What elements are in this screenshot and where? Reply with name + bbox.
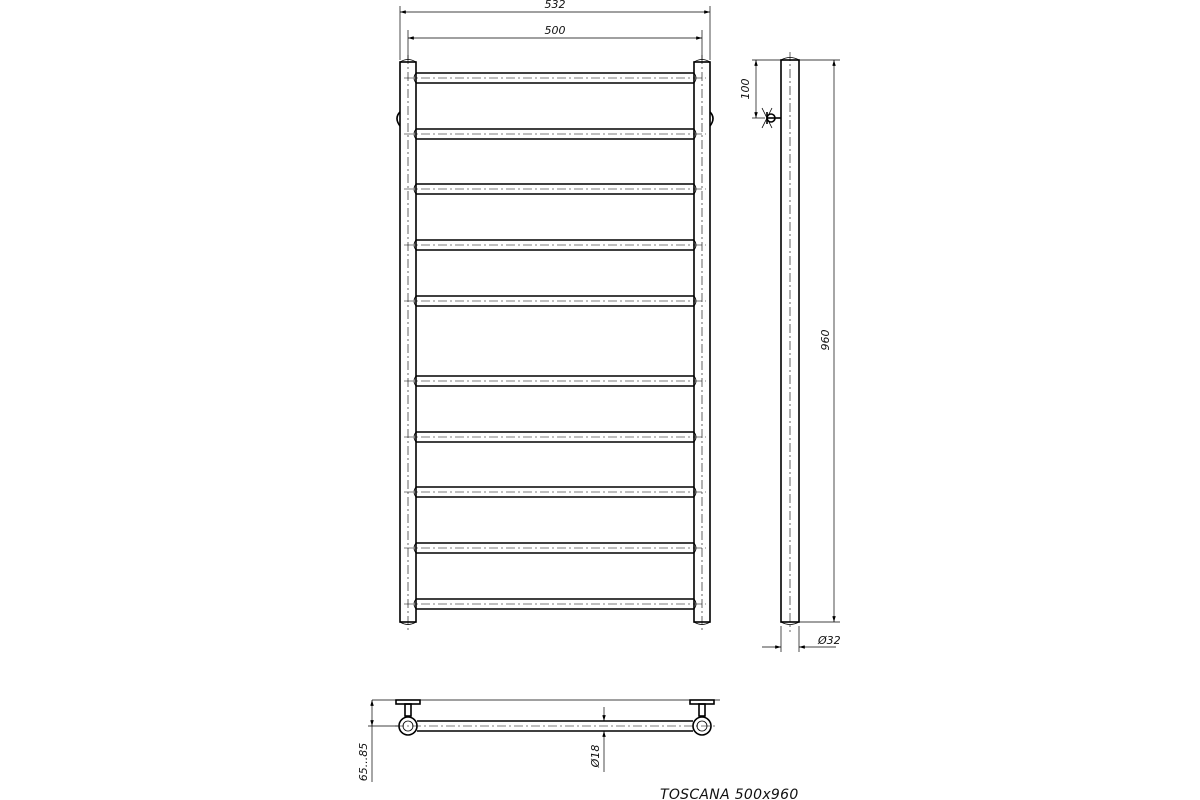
axis-width-label: 500 [544, 24, 566, 37]
dimension-height [799, 60, 840, 622]
overall-width-label: 532 [544, 0, 566, 11]
product-title: TOSCANA 500x960 [660, 787, 799, 800]
rung [404, 376, 706, 386]
rung [404, 240, 706, 250]
rung [404, 73, 706, 83]
dimension-pipe-diameter [762, 626, 841, 652]
dimension-axis-width [408, 24, 702, 60]
right-vertical-pipe [694, 55, 713, 632]
wall-distance-label: 65...85 [357, 742, 370, 782]
top-rung [395, 721, 715, 731]
rung [404, 543, 706, 553]
side-view [739, 52, 841, 652]
left-vertical-pipe [397, 55, 416, 632]
front-view [397, 0, 713, 632]
height-label: 960 [819, 329, 832, 351]
rung [404, 184, 706, 194]
rung [404, 296, 706, 306]
rung [404, 432, 706, 442]
mount-offset-label: 100 [739, 78, 752, 100]
rung [404, 129, 706, 139]
top-left-mount [396, 700, 420, 735]
rungs [404, 73, 706, 609]
pipe-diameter-label: Ø32 [818, 634, 841, 647]
rung-diameter-label: Ø18 [589, 744, 602, 768]
top-view [357, 700, 720, 782]
top-right-mount [690, 700, 714, 735]
rung [404, 487, 706, 497]
dimension-wall-distance [357, 700, 398, 782]
dimension-mount-offset [739, 60, 781, 118]
dimension-rung-diameter [589, 707, 604, 772]
rung [404, 599, 706, 609]
